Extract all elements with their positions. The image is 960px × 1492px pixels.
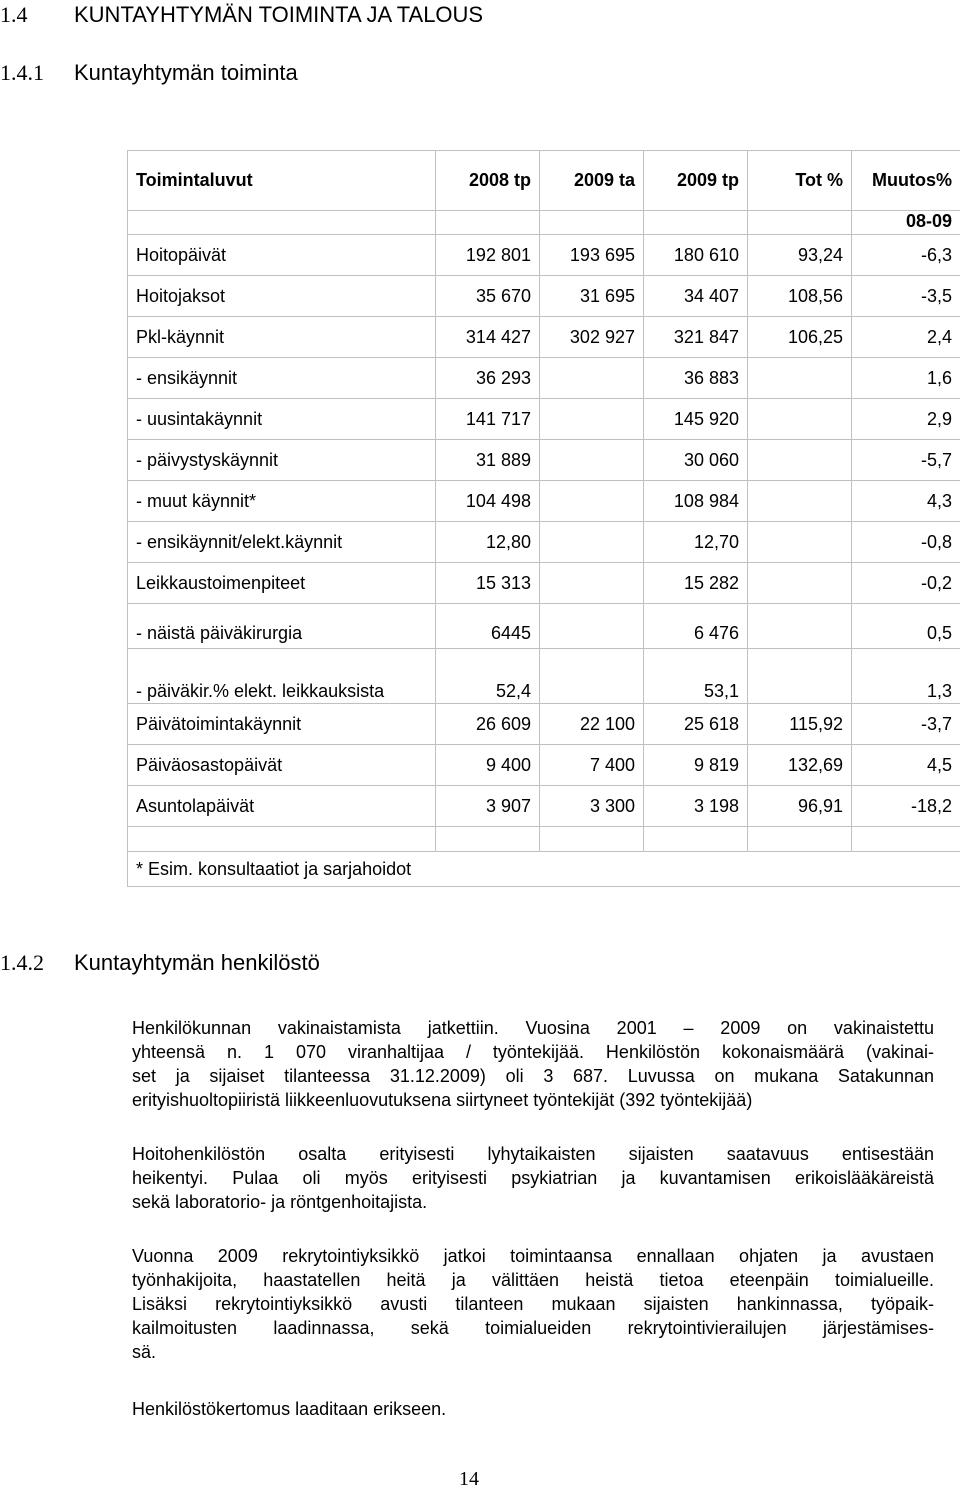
table-row: - ensikäynnit/elekt.käynnit 12,80 12,70 -0,8 — [128, 522, 960, 563]
paragraph: Hoitohenkilöstön osalta erityisesti lyhytaikaisten sijaisten saatavuus entisestään heikentyi. Pulaa oli myös erityisesti psykiatrian ja kuvantamisen erikoislääkäreistä sekä laboratorio- ja röntgenhoitajista. — [132, 1144, 934, 1212]
table-row: Hoitopäivät 192 801 193 695 180 610 93,24 -6,3 — [128, 235, 960, 276]
table-row: Päivätoimintakäynnit 26 609 22 100 25 618 115,92 -3,7 — [128, 704, 960, 745]
table-row: - päiväkir.% elekt. leikkauksista 52,4 53,1 1,3 — [128, 649, 960, 704]
subsection-title: Kuntayhtymän henkilöstö — [74, 950, 320, 975]
table-row: Hoitojaksot 35 670 31 695 34 407 108,56 -3,5 — [128, 276, 960, 317]
table-subheader-row — [128, 211, 960, 235]
table-row: Leikkaustoimenpiteet 15 313 15 282 -0,2 — [128, 563, 960, 604]
header-cell: 08-09 — [852, 211, 960, 235]
section-heading — [0, 2, 484, 28]
header-cell: 2009 ta — [540, 151, 644, 211]
paragraph: Henkilökunnan vakinaistamista jatkettiin. Vuosina 2001 – 2009 on vakinaistettu yhteensä n. 1 070 viranhaltijaa / työntekijää. Henkilöstön kokonaismäärä (vakinai- set ja sijaiset tilanteessa 31.12.2009) oli 3 687. Luvussa on mukana Satakunnan erityishuoltopiiristä liikkeenluovutuksena siirtyneet työntekijät (392 työntekijää) — [132, 1018, 934, 1110]
subsection-number: 1.4.1 — [0, 60, 44, 85]
page-number: 14 — [459, 1468, 479, 1490]
header-cell: 2008 tp — [436, 151, 540, 211]
table-footnote: * Esim. konsultaatiot ja sarjahoidot — [128, 852, 960, 887]
section-number: 1.4 — [0, 2, 28, 27]
table-row: Asuntolapäivät 3 907 3 300 3 198 96,91 -18,2 — [128, 786, 960, 827]
section-title: KUNTAYHTYMÄN TOIMINTA JA TALOUS — [74, 2, 484, 27]
table-header-row — [128, 151, 960, 211]
header-cell: Tot % — [748, 151, 852, 211]
header-cell: 2009 tp — [644, 151, 748, 211]
header-cell: Muutos% — [852, 151, 960, 211]
subsection-heading — [0, 60, 298, 86]
paragraph: Vuonna 2009 rekrytointiyksikkö jatkoi toimintaansa ennallaan ohjaten ja avustaen työnhakijoita, haastatellen heitä ja välittäen heistä tietoa eteenpäin toimialueille. Lisäksi rekrytointiyksikkö avusti tilanteen mukaan sijaisten hankinnassa, työpaik- kailmoitusten laadinnassa, sekä toimialueiden rekrytointivierailujen järjestämises- sä. — [132, 1246, 934, 1362]
subsection-heading — [0, 950, 320, 976]
table-row: - päivystyskäynnit 31 889 30 060 -5,7 — [128, 440, 960, 481]
table-row: - uusintakäynnit 141 717 145 920 2,9 — [128, 399, 960, 440]
header-cell: Toimintaluvut — [128, 151, 436, 211]
table-spacer-row — [128, 827, 960, 852]
table-row: Pkl-käynnit 314 427 302 927 321 847 106,25 2,4 — [128, 317, 960, 358]
table-row: - ensikäynnit 36 293 36 883 1,6 — [128, 358, 960, 399]
subsection-number: 1.4.2 — [0, 950, 44, 975]
subsection-title: Kuntayhtymän toiminta — [74, 60, 298, 85]
table-row: - näistä päiväkirurgia 6445 6 476 0,5 — [128, 604, 960, 649]
paragraph: Henkilöstökertomus laaditaan erikseen. — [132, 1399, 447, 1419]
table-footnote-row — [128, 852, 960, 887]
table-row: - muut käynnit* 104 498 108 984 4,3 — [128, 481, 960, 522]
activity-table — [127, 150, 960, 887]
table-row: Päiväosastopäivät 9 400 7 400 9 819 132,69 4,5 — [128, 745, 960, 786]
